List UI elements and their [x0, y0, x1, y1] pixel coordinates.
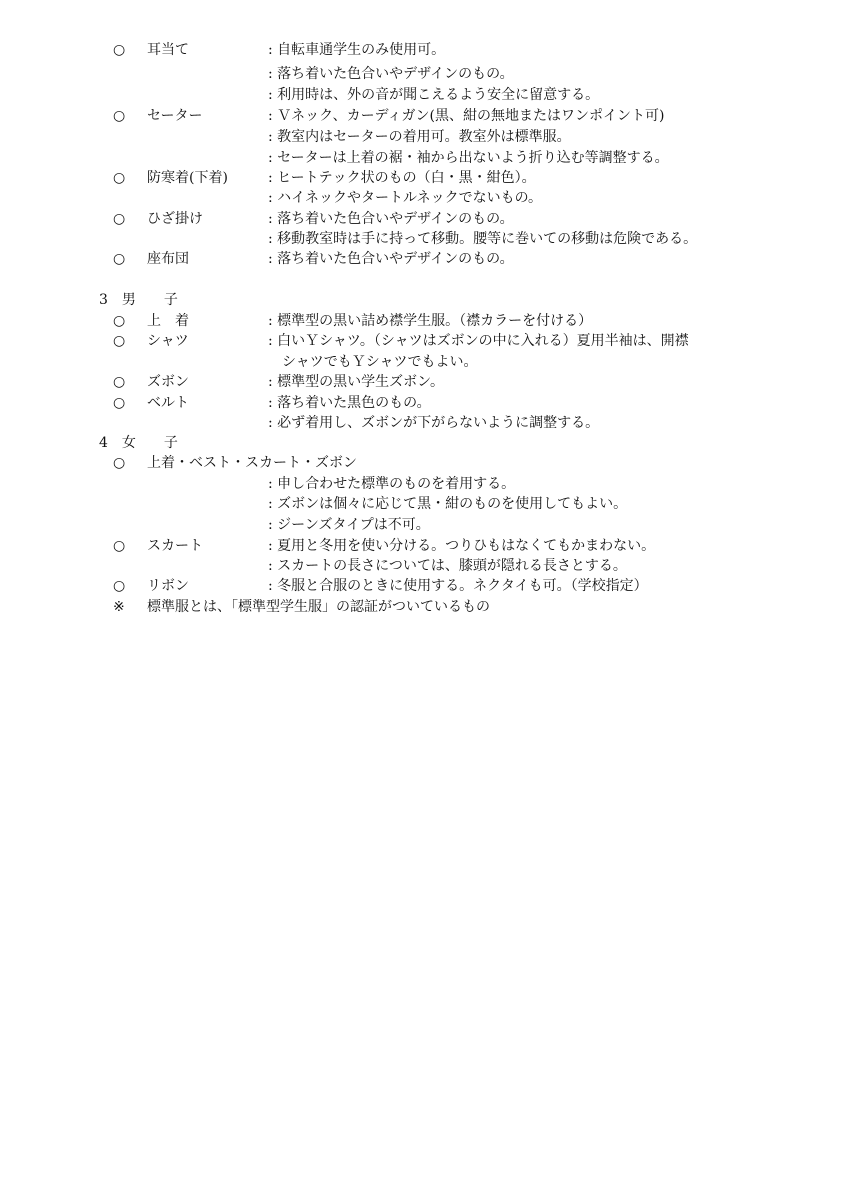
- sweater-marker: ○: [113, 108, 126, 124]
- earmuffs-marker: ○: [113, 42, 126, 58]
- cushion-marker: ○: [113, 251, 126, 267]
- girls-ribbon-marker: ○: [113, 578, 126, 594]
- boys-belt-line: : 落ち着いた黒色のもの。: [268, 395, 431, 411]
- boys-shirt-marker: ○: [113, 333, 126, 349]
- boys-jacket-line: : 標準型の黒い詰め襟学生服。（襟カラーを付ける）: [268, 313, 593, 329]
- girls-uniform-marker: ○: [113, 455, 126, 471]
- sweater-line: : Ｖネック、カーディガン(黒、紺の無地またはワンポイント可): [268, 108, 665, 124]
- earmuffs-label: 耳当て: [147, 42, 189, 58]
- earmuffs-line: : 落ち着いた色合いやデザインのもの。: [268, 66, 514, 82]
- boys-trousers-line: : 標準型の黒い学生ズボン。: [268, 374, 445, 390]
- girls-uniform-line: : ジーンズタイプは不可。: [268, 517, 430, 533]
- sweater-line: : セーターは上着の裾・袖から出ないよう折り込む等調整する。: [268, 150, 669, 166]
- boys-belt-label: ベルト: [147, 395, 189, 411]
- boys-trousers-label: ズボン: [147, 374, 189, 390]
- boys-jacket-marker: ○: [113, 313, 126, 329]
- sweater-line: : 教室内はセーターの着用可。教室外は標準服。: [268, 129, 571, 145]
- girls-ribbon-label: リボン: [147, 578, 189, 594]
- note-marker: ※: [113, 599, 125, 615]
- cushion-label: 座布団: [147, 251, 189, 267]
- note-text: 標準服とは、「標準型学生服」の認証がついているもの: [147, 599, 490, 615]
- lap-blanket-line: : 移動教室時は手に持って移動。腰等に巻いての移動は危険である。: [268, 231, 698, 247]
- boys-belt-marker: ○: [113, 395, 126, 411]
- boys-shirt-line: : 白いＹシャツ。（シャツはズボンの中に入れる）夏用半袖は、開襟: [268, 333, 689, 349]
- boys-jacket-label: 上 着: [147, 313, 189, 329]
- girls-skirt-line: : スカートの長さについては、膝頭が隠れる長さとする。: [268, 558, 627, 574]
- section-heading-boys: 3 男 子: [99, 292, 178, 308]
- thermal-marker: ○: [113, 170, 126, 186]
- earmuffs-line: : 利用時は、外の音が聞こえるよう安全に留意する。: [268, 87, 600, 103]
- boys-belt-line: : 必ず着用し、ズボンが下がらないように調整する。: [268, 415, 600, 431]
- lap-blanket-label: ひざ掛け: [147, 211, 203, 227]
- girls-skirt-line: : 夏用と冬用を使い分ける。つりひもはなくてもかまわない。: [268, 538, 656, 554]
- cushion-line: : 落ち着いた色合いやデザインのもの。: [268, 251, 514, 267]
- sweater-label: セーター: [147, 108, 203, 124]
- girls-uniform-line: : 申し合わせた標準のものを着用する。: [268, 476, 516, 492]
- lap-blanket-marker: ○: [113, 211, 126, 227]
- thermal-line: : ヒートテック状のもの（白・黒・紺色）。: [268, 170, 536, 186]
- earmuffs-line: : 自転車通学生のみ使用可。: [268, 42, 446, 58]
- girls-ribbon-line: : 冬服と合服のときに使用する。ネクタイも可。（学校指定）: [268, 578, 648, 594]
- thermal-label: 防寒着(下着): [147, 170, 228, 186]
- section-heading-girls: 4 女 子: [99, 435, 178, 451]
- boys-shirt-label: シャツ: [147, 333, 189, 349]
- girls-skirt-marker: ○: [113, 538, 126, 554]
- lap-blanket-line: : 落ち着いた色合いやデザインのもの。: [268, 211, 514, 227]
- boys-trousers-marker: ○: [113, 374, 126, 390]
- girls-skirt-label: スカート: [147, 538, 203, 554]
- thermal-line: : ハイネックやタートルネックでないもの。: [268, 190, 543, 206]
- girls-uniform-line: : ズボンは個々に応じて黒・紺のものを使用してもよい。: [268, 496, 628, 512]
- girls-uniform-label: 上着・ベスト・スカート・ズボン: [147, 455, 357, 471]
- boys-shirt-line: シャツでもＹシャツでもよい。: [282, 354, 478, 370]
